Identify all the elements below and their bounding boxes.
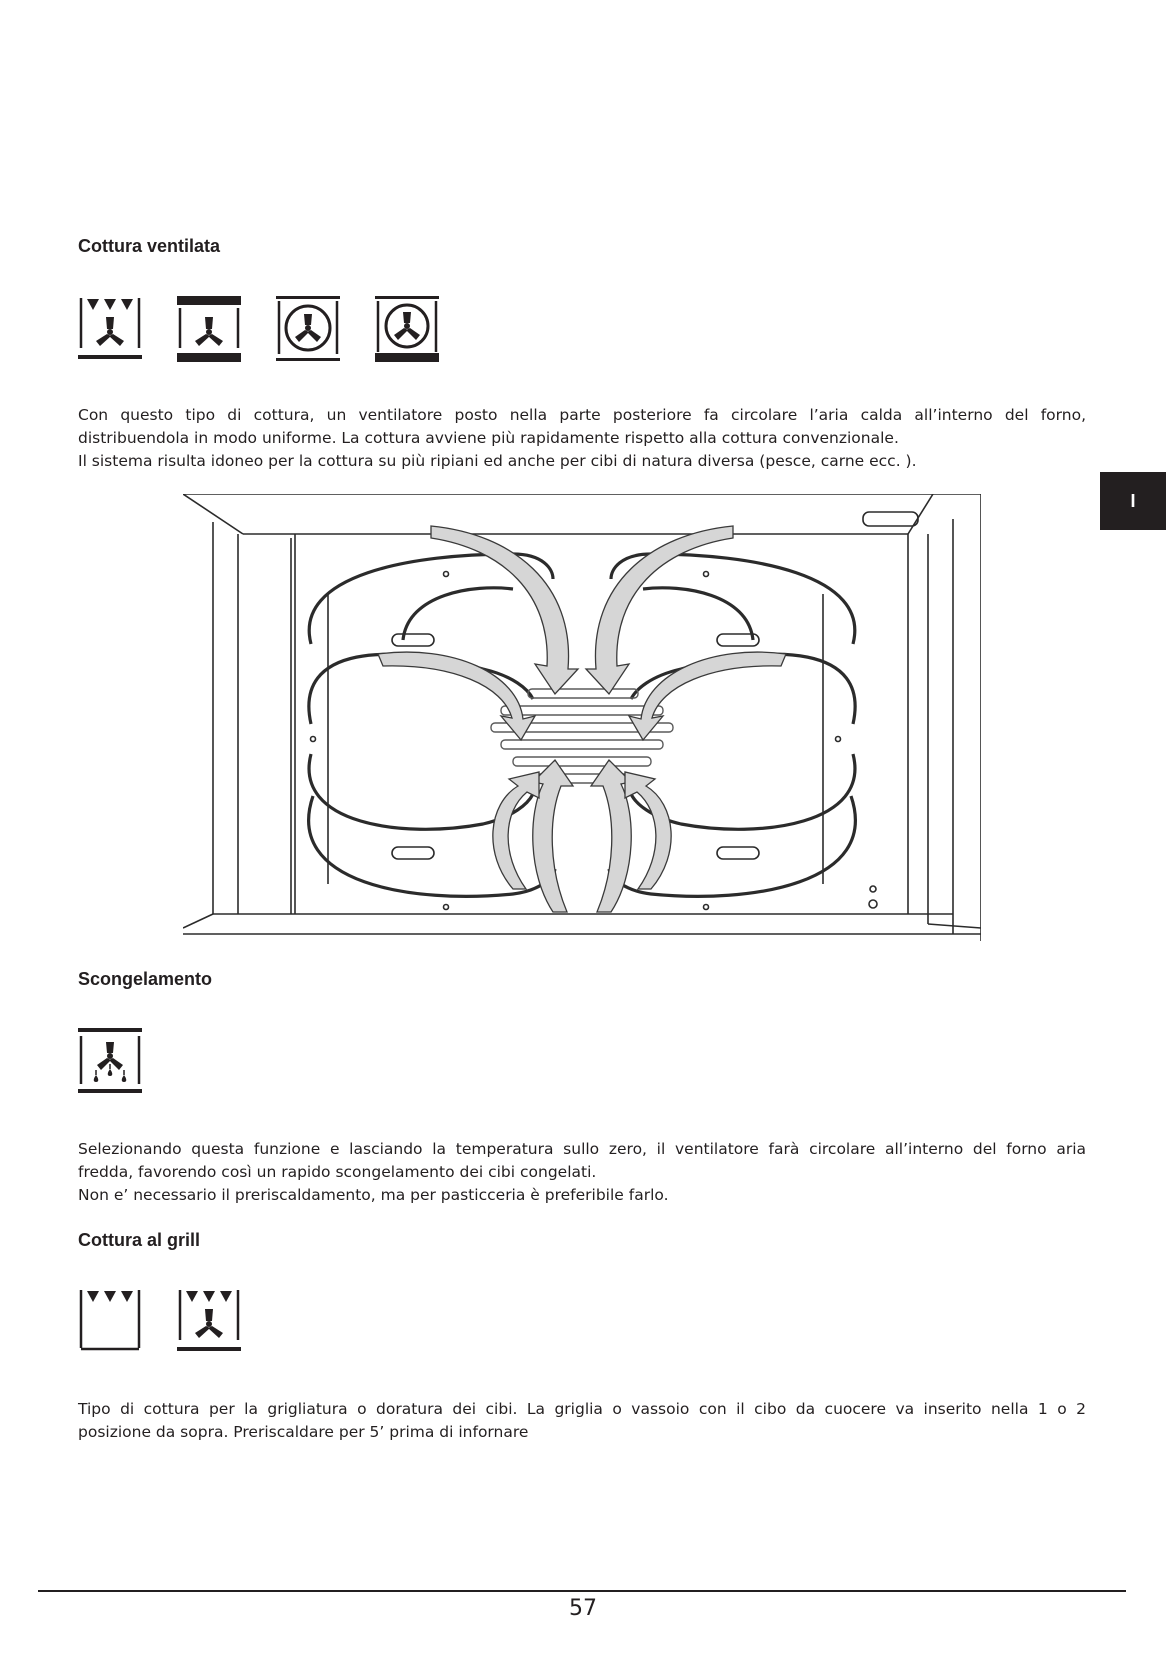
grill-icon bbox=[78, 1288, 142, 1354]
section-title-cottura-al-grill: Cottura al grill bbox=[78, 1230, 201, 1250]
grill-description bbox=[78, 1398, 1086, 1444]
scongelamento-description bbox=[78, 1138, 1086, 1207]
text-line: Selezionando questa funzione e lasciando la temperatura sullo zero, il ventilatore farà circolare all’interno del forno aria bbox=[78, 1140, 1086, 1158]
text-line: posizione da sopra. Preriscaldare per 5’ prima di infornare bbox=[78, 1423, 529, 1441]
footer-rule bbox=[38, 1590, 1126, 1592]
language-tab: I bbox=[1100, 472, 1166, 530]
text-line: Non e’ necessario il preriscaldamento, ma per pasticceria è preferibile farlo. bbox=[78, 1186, 669, 1204]
circular-fan-icon bbox=[276, 296, 340, 362]
ventilata-description bbox=[78, 404, 1086, 473]
section-title-scongelamento: Scongelamento bbox=[78, 969, 213, 989]
text-line: Tipo di cottura per la grigliatura o doratura dei cibi. La griglia o vassoio con il cibo da cuocere va inserito nella 1 o 2 bbox=[78, 1400, 1086, 1418]
page-number: 57 bbox=[569, 1596, 597, 1621]
top-heat-fan-icon bbox=[78, 296, 142, 362]
fan-grill-icon bbox=[177, 1288, 241, 1354]
circular-fan-bottom-icon bbox=[375, 296, 439, 362]
top-bottom-fan-icon bbox=[177, 296, 241, 362]
section-title-cottura-ventilata: Cottura ventilata bbox=[78, 236, 221, 256]
text-line: Il sistema risulta idoneo per la cottura su più ripiani ed anche per cibi di natura diversa (pesce, carne ecc. ). bbox=[78, 452, 917, 470]
defrost-fan-icon bbox=[78, 1028, 142, 1094]
oven-airflow-diagram bbox=[183, 494, 981, 941]
text-line: distribuendola in modo uniforme. La cottura avviene più rapidamente rispetto alla cottura convenzionale. bbox=[78, 429, 899, 447]
text-line: fredda, favorendo così un rapido scongelamento dei cibi congelati. bbox=[78, 1163, 597, 1181]
text-line: Con questo tipo di cottura, un ventilatore posto nella parte posteriore fa circolare l’aria calda all’interno del forno, bbox=[78, 406, 1086, 424]
